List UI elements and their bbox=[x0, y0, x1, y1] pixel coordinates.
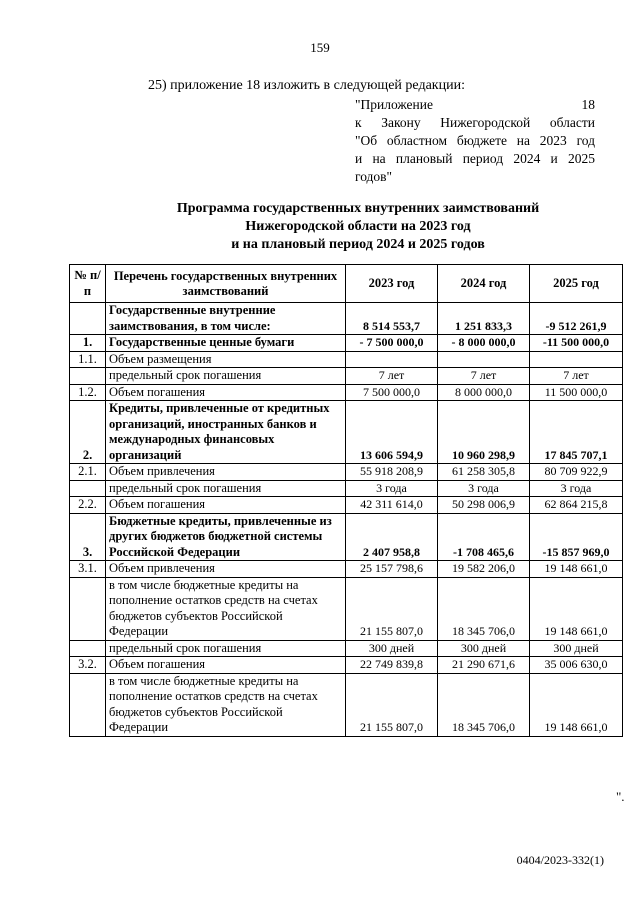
value-2024: 18 345 706,0 bbox=[438, 577, 530, 640]
appendix-line: и на плановый период 2024 и 2025 bbox=[355, 151, 595, 166]
row-name: предельный срок погашения bbox=[106, 480, 346, 497]
row-num: 1.1. bbox=[70, 351, 106, 368]
borrowing-program-table bbox=[69, 264, 623, 737]
page-number: 159 bbox=[310, 40, 330, 55]
value-2024: 19 582 206,0 bbox=[438, 561, 530, 578]
document-id: 0404/2023-332(1) bbox=[516, 853, 604, 867]
table-row bbox=[70, 480, 623, 497]
title-line: Нижегородской области на 2023 год bbox=[245, 219, 471, 234]
value-2024: 1 251 833,3 bbox=[438, 303, 530, 335]
value-2025 bbox=[530, 351, 623, 368]
closing-quote-mark: ". bbox=[616, 789, 625, 804]
value-2023: 55 918 208,9 bbox=[346, 464, 438, 481]
document-title bbox=[0, 200, 640, 254]
row-num: 3.1. bbox=[70, 561, 106, 578]
header-2024: 2024 год bbox=[438, 265, 530, 303]
row-num bbox=[70, 480, 106, 497]
value-2025: 62 864 215,8 bbox=[530, 497, 623, 514]
title-line: и на плановый период 2024 и 2025 годов bbox=[231, 237, 485, 252]
value-2023: 25 157 798,6 bbox=[346, 561, 438, 578]
amendment-instruction: 25) приложение 18 изложить в следующей редакции: bbox=[148, 78, 465, 93]
table-row bbox=[70, 673, 623, 736]
value-2025: 300 дней bbox=[530, 640, 623, 657]
value-2024: 8 000 000,0 bbox=[438, 384, 530, 401]
row-num: 2.2. bbox=[70, 497, 106, 514]
title-line: Программа государственных внутренних заимствований bbox=[176, 201, 540, 216]
value-2024: 10 960 298,9 bbox=[438, 401, 530, 464]
table-row bbox=[70, 335, 623, 352]
value-2024: 3 года bbox=[438, 480, 530, 497]
value-2025: 19 148 661,0 bbox=[530, 673, 623, 736]
header-2025: 2025 год bbox=[530, 265, 623, 303]
table-row bbox=[70, 657, 623, 674]
row-name: Объем размещения bbox=[106, 351, 346, 368]
value-2025: 19 148 661,0 bbox=[530, 577, 623, 640]
appendix-line: к Закону Нижегородской области bbox=[355, 115, 595, 130]
value-2024: 7 лет bbox=[438, 368, 530, 385]
table-row bbox=[70, 640, 623, 657]
value-2023: 7 500 000,0 bbox=[346, 384, 438, 401]
table-row bbox=[70, 497, 623, 514]
value-2024: 18 345 706,0 bbox=[438, 673, 530, 736]
value-2024: - 8 000 000,0 bbox=[438, 335, 530, 352]
appendix-reference bbox=[355, 96, 595, 186]
row-num bbox=[70, 577, 106, 640]
header-2023: 2023 год bbox=[346, 265, 438, 303]
row-num: 1.2. bbox=[70, 384, 106, 401]
row-num bbox=[70, 303, 106, 335]
table-header-row bbox=[70, 265, 623, 303]
row-name: Объем привлечения bbox=[106, 561, 346, 578]
row-name: Объем привлечения bbox=[106, 464, 346, 481]
table-row bbox=[70, 577, 623, 640]
value-2023: 3 года bbox=[346, 480, 438, 497]
row-name: Объем погашения bbox=[106, 384, 346, 401]
value-2024: 21 290 671,6 bbox=[438, 657, 530, 674]
value-2025: 3 года bbox=[530, 480, 623, 497]
row-num: 3.2. bbox=[70, 657, 106, 674]
value-2024: 61 258 305,8 bbox=[438, 464, 530, 481]
value-2023: 42 311 614,0 bbox=[346, 497, 438, 514]
value-2025: -9 512 261,9 bbox=[530, 303, 623, 335]
row-name: в том числе бюджетные кредиты на пополнение остатков средств на счетах бюджетов субъектов Российской Федерации bbox=[106, 577, 346, 640]
table-row bbox=[70, 368, 623, 385]
table-row bbox=[70, 561, 623, 578]
table-row bbox=[70, 384, 623, 401]
row-name: Государственные внутренние заимствования, в том числе: bbox=[106, 303, 346, 335]
value-2023: 7 лет bbox=[346, 368, 438, 385]
value-2025: 80 709 922,9 bbox=[530, 464, 623, 481]
value-2023: 22 749 839,8 bbox=[346, 657, 438, 674]
value-2025: 11 500 000,0 bbox=[530, 384, 623, 401]
value-2025: 19 148 661,0 bbox=[530, 561, 623, 578]
row-name: Кредиты, привлеченные от кредитных организаций, иностранных банков и международных финансовых организаций bbox=[106, 401, 346, 464]
value-2024 bbox=[438, 351, 530, 368]
row-num: 3. bbox=[70, 513, 106, 561]
appendix-line: "Об областном бюджете на 2023 год bbox=[355, 133, 595, 148]
value-2023: 300 дней bbox=[346, 640, 438, 657]
row-name: предельный срок погашения bbox=[106, 640, 346, 657]
value-2023: 21 155 807,0 bbox=[346, 673, 438, 736]
header-name: Перечень государственных внутренних заимствований bbox=[106, 265, 346, 303]
value-2023: 21 155 807,0 bbox=[346, 577, 438, 640]
row-name: Государственные ценные бумаги bbox=[106, 335, 346, 352]
value-2025: -15 857 969,0 bbox=[530, 513, 623, 561]
value-2023: - 7 500 000,0 bbox=[346, 335, 438, 352]
value-2024: 300 дней bbox=[438, 640, 530, 657]
row-name: Бюджетные кредиты, привлеченные из других бюджетов бюджетной системы Российской Федерации bbox=[106, 513, 346, 561]
value-2025: 17 845 707,1 bbox=[530, 401, 623, 464]
row-num bbox=[70, 673, 106, 736]
value-2023: 13 606 594,9 bbox=[346, 401, 438, 464]
row-name: в том числе бюджетные кредиты на пополнение остатков средств на счетах бюджетов субъектов Российской Федерации bbox=[106, 673, 346, 736]
value-2023: 8 514 553,7 bbox=[346, 303, 438, 335]
value-2025: -11 500 000,0 bbox=[530, 335, 623, 352]
table-row bbox=[70, 401, 623, 464]
table-row bbox=[70, 464, 623, 481]
table-row bbox=[70, 513, 623, 561]
row-num: 2.1. bbox=[70, 464, 106, 481]
table-row bbox=[70, 351, 623, 368]
table-row bbox=[70, 303, 623, 335]
row-num: 2. bbox=[70, 401, 106, 464]
appendix-line: годов" bbox=[355, 169, 393, 184]
row-num bbox=[70, 640, 106, 657]
value-2025: 35 006 630,0 bbox=[530, 657, 623, 674]
value-2023: 2 407 958,8 bbox=[346, 513, 438, 561]
value-2025: 7 лет bbox=[530, 368, 623, 385]
row-name: Объем погашения bbox=[106, 497, 346, 514]
row-num: 1. bbox=[70, 335, 106, 352]
header-num: № п/п bbox=[70, 265, 106, 303]
appendix-line: "Приложение 18 bbox=[355, 97, 595, 112]
value-2024: -1 708 465,6 bbox=[438, 513, 530, 561]
row-name: предельный срок погашения bbox=[106, 368, 346, 385]
row-num bbox=[70, 368, 106, 385]
value-2024: 50 298 006,9 bbox=[438, 497, 530, 514]
row-name: Объем погашения bbox=[106, 657, 346, 674]
value-2023 bbox=[346, 351, 438, 368]
